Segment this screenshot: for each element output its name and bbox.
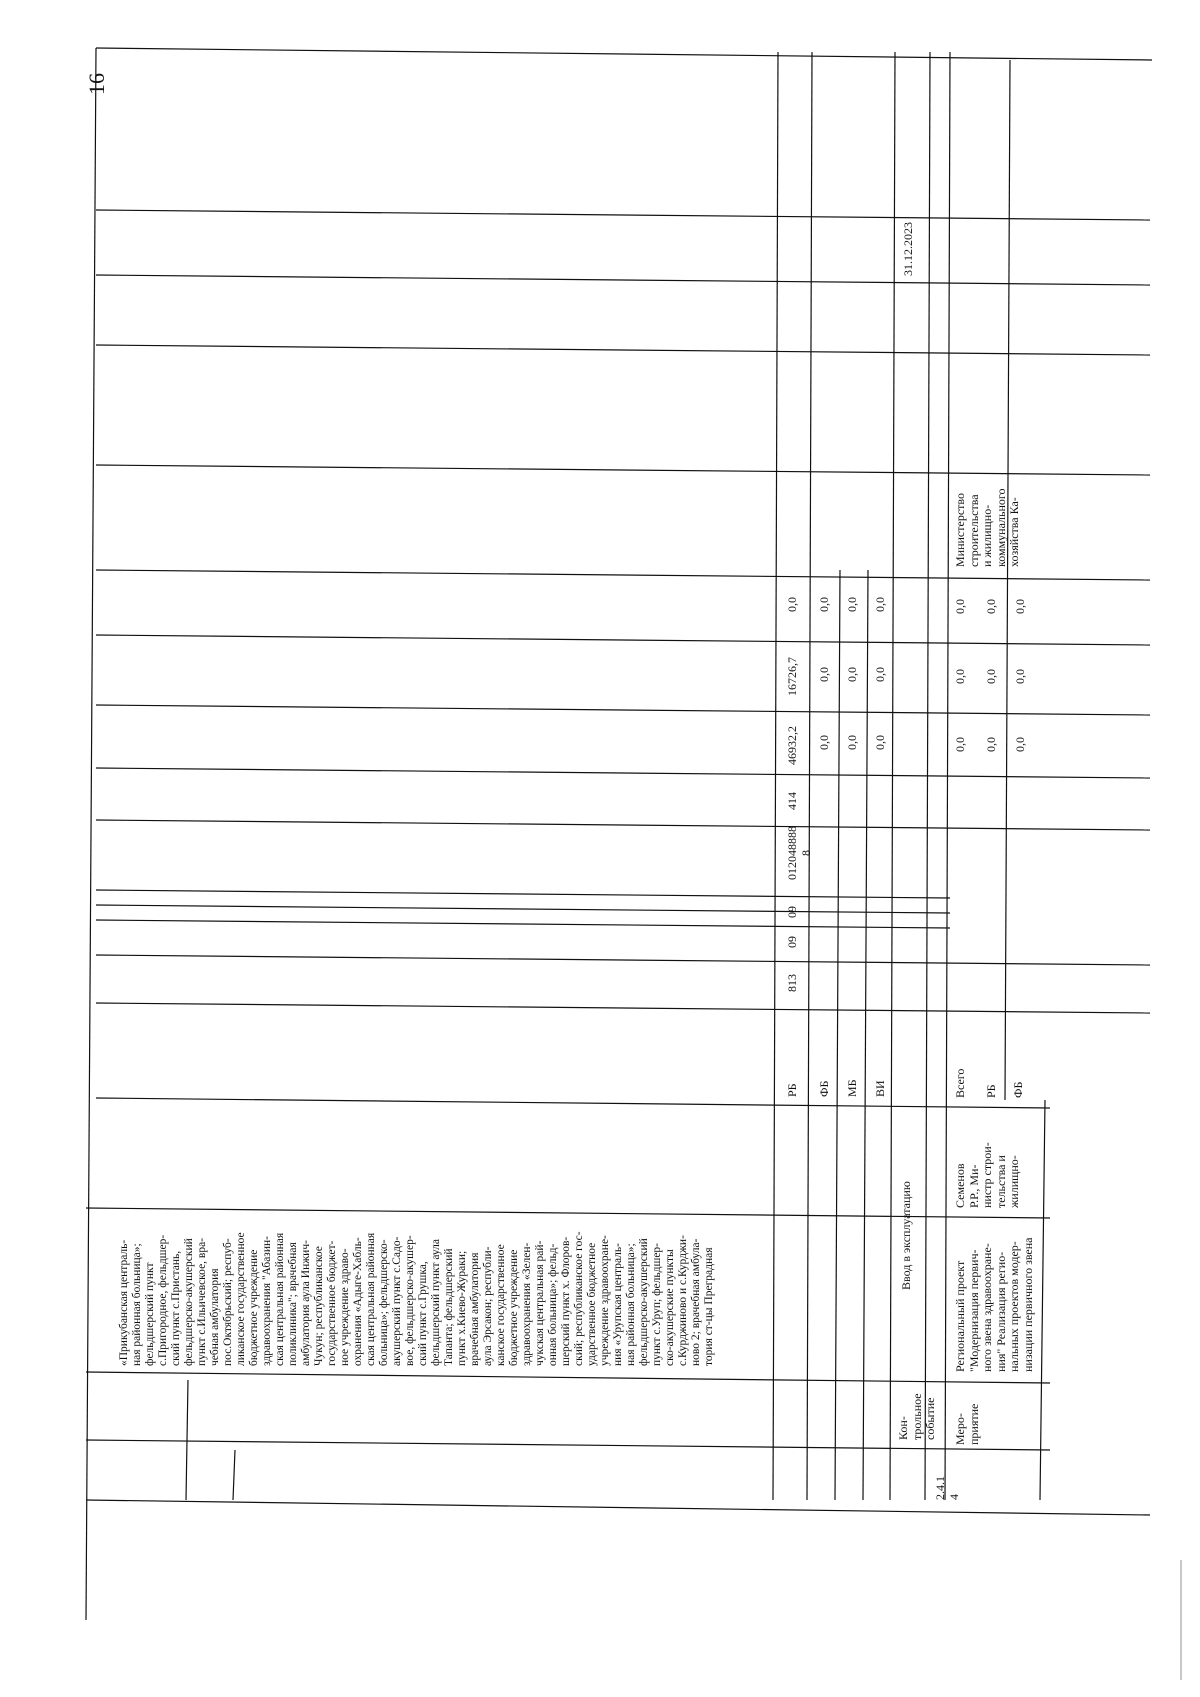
amount-year1: 0,0 <box>984 737 998 752</box>
description-line: аула Эрсакон; республи- <box>482 1246 494 1366</box>
amount-year2: 0,0 <box>953 669 967 684</box>
description-line: ния «Урупская централь- <box>612 1243 624 1366</box>
grid-line <box>96 635 1150 645</box>
measure-executor: Министерство строительства и жилищно- коммунального хозяйства Ка- <box>953 488 1022 567</box>
source-label: ФБ <box>1011 1081 1025 1098</box>
amount-year2: 0,0 <box>845 667 859 682</box>
source-label: РБ <box>785 1083 799 1097</box>
amount-year1: 0,0 <box>817 735 831 750</box>
grid-line <box>96 705 1150 715</box>
amount-year3: 0,0 <box>817 597 831 612</box>
amount-year3: 0,0 <box>785 597 799 612</box>
description-line: канское государственное <box>495 1244 507 1366</box>
amount-year3: 0,0 <box>1013 599 1027 614</box>
description-line: бюджетное учреждение <box>508 1249 520 1366</box>
description-line: здравоохранения "Абазин- <box>261 1236 273 1366</box>
description-line: здравоохранения «Зелен- <box>521 1242 533 1366</box>
description-line: с.Курджиново и с.Курджи- <box>677 1235 689 1366</box>
amount-year2: 0,0 <box>1013 669 1027 684</box>
source-label: ФБ <box>817 1080 831 1097</box>
amount-year2: 16726,7 <box>785 657 799 696</box>
description-line: ская центральная районная <box>274 1232 286 1366</box>
amount-year1: 0,0 <box>1013 737 1027 752</box>
description-line: ский; республиканское гос- <box>573 1231 585 1366</box>
description-line: охранения «Адыге-Хабль- <box>352 1237 364 1366</box>
description-line: акушерский пункт с.Садо- <box>391 1236 403 1366</box>
description-line: ная районная больница»; <box>625 1243 637 1366</box>
amount-year3: 0,0 <box>873 597 887 612</box>
description-line: вое, фельдшерско-акушер- <box>404 1235 416 1366</box>
amount-year2: 0,0 <box>984 669 998 684</box>
description-line: ско-акушерские пункты <box>664 1249 676 1366</box>
description-line: ский пункт с.Грушка, <box>417 1261 429 1366</box>
grid-line <box>86 1500 1150 1515</box>
description-lines <box>118 1231 716 1366</box>
description-line: шерский пункт х. Флоров- <box>560 1236 572 1366</box>
table-border-top <box>96 48 1152 60</box>
source-label: ВИ <box>873 1080 887 1097</box>
description-line: государственное бюджет- <box>326 1240 338 1366</box>
description-line: онная больница»; фельд- <box>547 1243 559 1366</box>
description-line: чебная амбулатория <box>209 1268 221 1366</box>
description-line: пос.Октябрьский; респуб- <box>222 1238 234 1366</box>
description-line: врачебная амбулатория <box>469 1252 481 1366</box>
source-label: Всего <box>953 1068 967 1098</box>
amount-year3: 0,0 <box>845 597 859 612</box>
description-line: ная районная больница»; <box>131 1243 143 1366</box>
grid-line <box>86 1372 1050 1383</box>
measure-name: Региональный проект "Модернизация первич- ного звена здравоохране- ния" Реализация регио- нальных проектов модер- низации первичного звена <box>953 1237 1035 1372</box>
description-line: Тапанта; фельдшерский <box>443 1248 455 1366</box>
grid-line <box>96 275 1150 285</box>
description-line: ное учреждение здраво- <box>339 1248 351 1366</box>
source-label: МБ <box>845 1079 859 1097</box>
amount-year1: 46932,2 <box>785 726 799 765</box>
description-line: Чукун; республиканское <box>313 1246 325 1366</box>
description-line: пункт с.Ильичевское, вра- <box>196 1237 208 1366</box>
rz-code: 09 <box>785 936 799 948</box>
amount-year2: 0,0 <box>817 667 831 682</box>
description-line: фельдшерско-акушерский <box>638 1238 650 1366</box>
grid-line <box>96 820 1150 830</box>
grid-line <box>96 955 1150 965</box>
description-line: с.Пригородное, фельдшер- <box>157 1234 169 1366</box>
csr-code: 012048888 8 <box>785 826 813 880</box>
description-line: ликанское государственное <box>235 1232 247 1366</box>
vr-code: 414 <box>785 792 799 810</box>
control-event-type: Кон- трольное событие <box>896 1393 938 1440</box>
description-line: пункт х.Киево-Жураки; <box>456 1250 468 1366</box>
measure-type: Меро- приятие <box>953 1403 981 1445</box>
description-line: фельдшерский пункт аула <box>430 1239 442 1366</box>
grid-line <box>96 905 950 913</box>
grid-line <box>96 890 950 898</box>
table-border-left <box>86 48 96 1620</box>
description-line: пункт с.Уруп; фельдшер- <box>651 1242 663 1366</box>
amount-year2: 0,0 <box>873 667 887 682</box>
description-line: ново 2; врачебная амбула- <box>690 1238 702 1366</box>
description-line: учреждение здравоохране- <box>599 1235 611 1366</box>
grid-line <box>233 1450 235 1500</box>
grid-line <box>96 465 1150 475</box>
description-line: поликлиника"; врачебная <box>287 1242 299 1366</box>
grid-line <box>86 1440 1050 1450</box>
grid-line <box>96 768 1150 778</box>
control-event-date: 31.12.2023 <box>901 222 915 276</box>
description-line: ский пункт с.Пристань, <box>170 1250 182 1366</box>
description-line: больница»; фельдшерско- <box>378 1239 390 1366</box>
grid-line <box>96 1003 1150 1013</box>
grid-line <box>96 210 1150 220</box>
measure-number: 2.4.1 4 <box>933 1476 961 1500</box>
amount-year1: 0,0 <box>873 735 887 750</box>
grid-line <box>835 570 840 1500</box>
grbs-code: 813 <box>785 974 799 992</box>
amount-year3: 0,0 <box>953 599 967 614</box>
description-line: чукская центральная рай- <box>534 1240 546 1366</box>
pr-code: 09 <box>785 906 799 918</box>
grid-line <box>1040 1100 1045 1500</box>
description-line: фельдшерский пункт <box>144 1262 156 1366</box>
amount-year3: 0,0 <box>984 599 998 614</box>
grid-line <box>186 1380 188 1500</box>
measure-responsible: Семенов Р.Р., Ми- нистр строи- тельства и жилищно- <box>953 1142 1022 1208</box>
page-number: 16 <box>84 73 109 95</box>
amount-year1: 0,0 <box>953 737 967 752</box>
description-line: тория ст-цы Преградная <box>703 1247 715 1366</box>
description-line: ударственное бюджетное <box>586 1242 598 1366</box>
description-line: ская центральная районная <box>365 1232 377 1366</box>
grid-line <box>96 920 950 928</box>
scan-edge-mark <box>1180 1560 1182 1680</box>
grid-line <box>773 52 778 1500</box>
grid-line <box>96 1098 1050 1108</box>
grid-line <box>1005 60 1010 1100</box>
source-label: РБ <box>984 1084 998 1098</box>
grid-line <box>96 345 1150 355</box>
grid-line <box>807 52 812 1500</box>
description-line: амбулатория аула Инжич- <box>300 1240 312 1366</box>
control-event-name: Ввод в эксплуатацию <box>899 1181 913 1290</box>
grid-line <box>96 570 1150 580</box>
continuation-description <box>92 1231 742 1366</box>
amount-year1: 0,0 <box>845 735 859 750</box>
description-line: фельдшерско-акушерский <box>183 1238 195 1366</box>
grid-line <box>863 570 868 1500</box>
description-line: бюджетное учреждение <box>248 1249 260 1366</box>
description-line: «Прикубанская централь- <box>118 1239 130 1366</box>
